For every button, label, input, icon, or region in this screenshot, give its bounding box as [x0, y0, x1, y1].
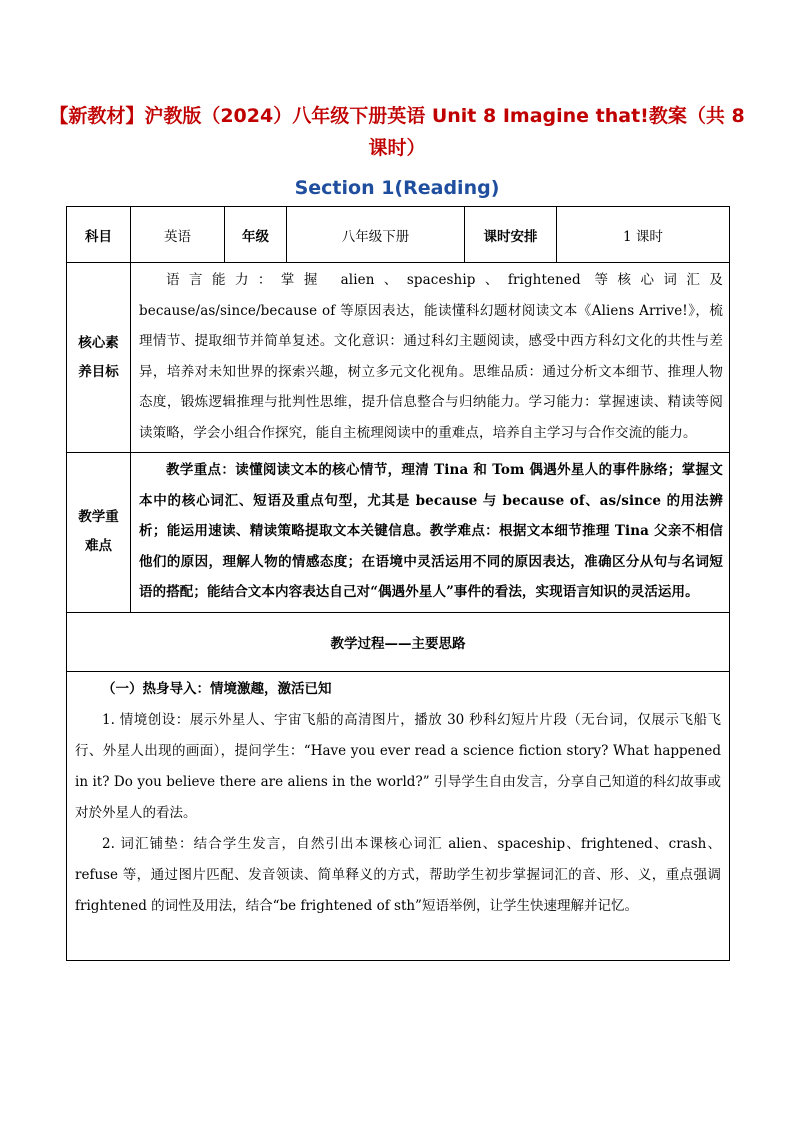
process-body [67, 671, 730, 960]
key-points-cell [131, 453, 730, 613]
process-step-title: （一）热身导入：情境激趣，激活已知 [102, 680, 332, 697]
header-row [67, 207, 730, 263]
key-points-row [67, 453, 730, 613]
core-goals-cell [131, 263, 730, 453]
key-points-text: 教学重点：读懂阅读文本的核心情节，理清 Tina 和 Tom 偶遇外星人的事件脉络；掌握文本中的核心词汇、短语及重点句型，尤其是 because 与 because of、as/since 的用法辨析；能运用速读、精读策略提取文本关键信息。教学难点：根据文本细节推理 Tina 父亲不相信他们的原因，理解人物的情感态度；在语境中灵活运用不同的原因表达，准确区分从句与名词短语的搭配；能结合文本内容表达自己对“偶遇外星人”事件的看法，实现语言知识的灵活运用。 [139, 462, 723, 600]
process-item-1: 1. 情境创设：展示外星人、宇宙飞船的高清图片，播放 30 秒科幻短片片段（无台词，仅展示飞船飞行、外星人出现的画面），提问学生：“Have you ever read a science fiction story? What happened in it? Do you believe there are aliens in the world?” 引导学生自由发言，分享自己知道的科幻故事或对於外星人的看法。 [75, 711, 721, 821]
subject-label: 科目 [67, 207, 131, 263]
schedule-value: 1 课时 [557, 207, 730, 263]
subject-value: 英语 [131, 207, 225, 263]
key-points-label: 教学重难点 [67, 453, 131, 613]
grade-label: 年级 [225, 207, 287, 263]
core-goals-row [67, 263, 730, 453]
process-heading: 教学过程——主要思路 [67, 612, 730, 671]
process-body-row [67, 671, 730, 960]
section-subtitle: Section 1(Reading) [294, 177, 500, 199]
schedule-label: 课时安排 [465, 207, 557, 263]
core-goals-label: 核心素养目标 [67, 263, 131, 453]
process-heading-row [67, 612, 730, 671]
grade-value: 八年级下册 [287, 207, 465, 263]
core-goals-text: 语言能力：掌握 alien、spaceship、frightened 等核心词汇及 because/as/since/because of 等原因表达，能读懂科幻题材阅读文本《Aliens Arrive!》，梳理情节、提取细节并简单复述。文化意识：通过科幻主题阅读，感受中西方科幻文化的共性与差异，培养对未知世界的探索兴趣，树立多元文化视角。思维品质：通过分析文本细节、推理人物态度，锻炼逻辑推理与批判性思维，提升信息整合与归纳能力。学习能力：掌握速读、精读等阅读策略，学会小组合作探究，能自主梳理阅读中的重难点，培养自主学习与合作交流的能力。 [139, 272, 723, 441]
document-title: 【新教材】沪教版（2024）八年级下册英语 Unit 8 Imagine that!教案（共 8 课时） [49, 105, 745, 159]
lesson-plan-table [66, 206, 730, 961]
process-item-2: 2. 词汇铺垫：结合学生发言，自然引出本课核心词汇 alien、spaceship、frightened、crash、refuse 等，通过图片匹配、发音领读、简单释义的方式，帮助学生初步掌握词汇的音、形、义，重点强调 frightened 的词性及用法，结合“be frightened of sth”短语举例，让学生快速理解并记忆。 [75, 835, 721, 914]
